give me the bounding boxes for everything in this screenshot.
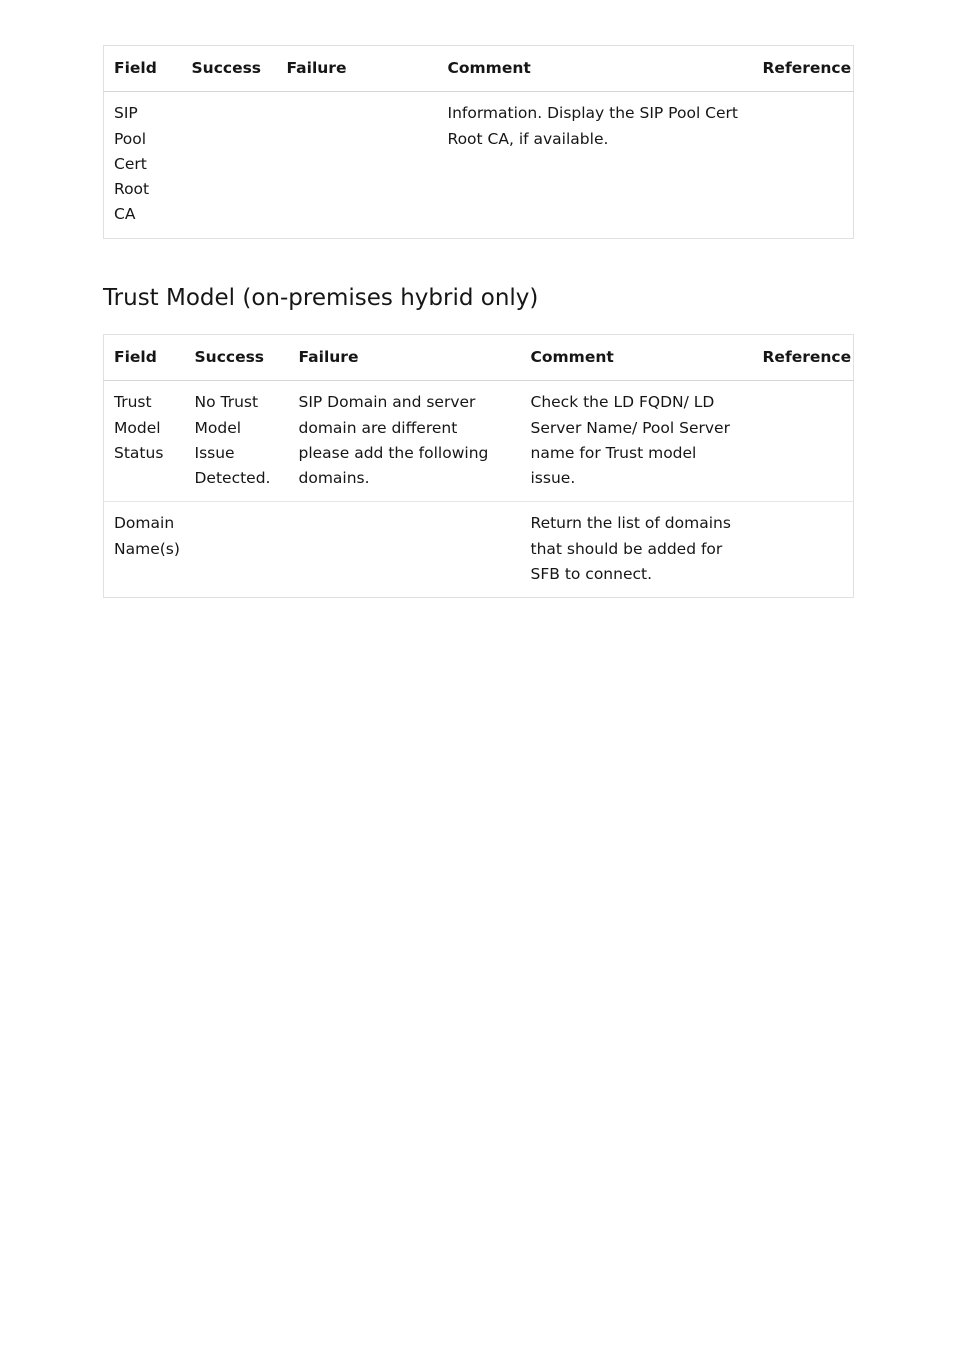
cell-comment: Information. Display the SIP Pool Cert Root CA, if available. (447, 104, 738, 148)
column-header-failure: Failure (289, 335, 521, 381)
column-header-field: Field (104, 46, 182, 92)
cell-field: SIP Pool Cert Root CA (114, 104, 150, 224)
table-row (104, 92, 854, 239)
column-header-comment: Comment (521, 335, 753, 381)
trust-model-table (103, 334, 854, 598)
cell-failure: SIP Domain and server domain are different please add the following domains. (289, 381, 521, 502)
column-header-failure: Failure (277, 46, 438, 92)
sip-pool-table (103, 45, 854, 239)
cell-comment: Check the LD FQDN/ LD Server Name/ Pool Server name for Trust model issue. (521, 381, 753, 502)
cell-field: Trust Model Status (104, 381, 185, 502)
cell-failure (277, 92, 438, 239)
table-header-row (104, 335, 854, 381)
table-row (104, 381, 854, 502)
cell-reference (753, 381, 854, 502)
column-header-success: Success (182, 46, 277, 92)
cell-reference (753, 92, 854, 239)
table-row (104, 502, 854, 598)
cell-reference (753, 502, 854, 598)
cell-comment: Return the list of domains that should be added for SFB to connect. (530, 514, 731, 584)
column-header-success: Success (185, 335, 289, 381)
column-header-field: Field (104, 335, 185, 381)
table-header-row (104, 46, 854, 92)
column-header-reference: Reference (753, 335, 854, 381)
cell-success (185, 502, 289, 598)
cell-success (182, 92, 277, 239)
column-header-reference: Reference (753, 46, 854, 92)
column-header-comment: Comment (438, 46, 753, 92)
section-heading: Trust Model (on-premises hybrid only) (103, 285, 539, 311)
trust-model-table-wrap (103, 334, 854, 598)
cell-success: No Trust Model Issue Detected. (185, 381, 289, 502)
cell-failure (289, 502, 521, 598)
document-page (103, 45, 853, 584)
cell-field: Domain Name(s) (114, 514, 180, 558)
